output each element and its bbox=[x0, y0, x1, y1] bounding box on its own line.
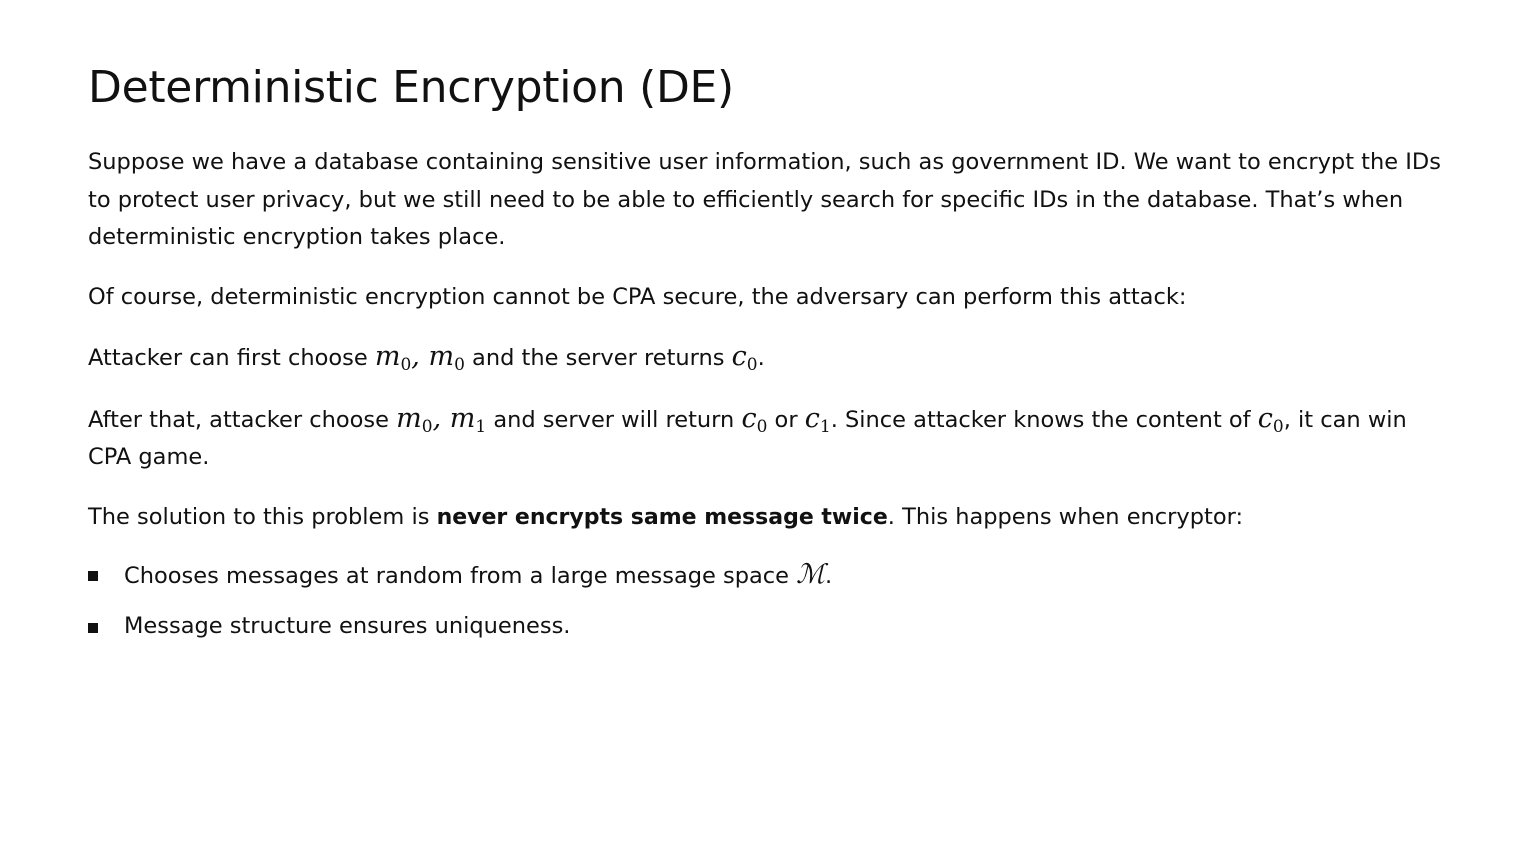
intro-paragraph: Suppose we have a database containing sensitive user information, such as government ID. We want to encrypt the IDs to protect user privacy, but we still need to be able to efficiently search for specific IDs in the database. That’s when deterministic encryption takes place. bbox=[88, 149, 1441, 250]
math-message-space: ℳ bbox=[796, 559, 826, 590]
text-span: . Since attacker knows the content of bbox=[830, 406, 1258, 433]
text-span: . bbox=[757, 345, 765, 371]
math-c1: $c_1$ bbox=[804, 402, 831, 437]
emphasis-text: never encrypts same message twice bbox=[436, 504, 888, 530]
text-span: and the server returns bbox=[464, 345, 732, 371]
math-c0: $c_0$ bbox=[731, 341, 758, 375]
list-item bbox=[88, 556, 1444, 596]
attack-step-1-paragraph bbox=[88, 338, 1444, 378]
math-m0: $m_0$ bbox=[374, 341, 412, 375]
text-span: . bbox=[825, 563, 833, 589]
text-span: Chooses messages at random from a large message space bbox=[124, 563, 797, 589]
list-item bbox=[88, 608, 1444, 646]
page-title: Deterministic Encryption (DE) bbox=[88, 62, 734, 113]
math-m1: $m_1$ bbox=[449, 402, 487, 437]
text-span: and server will return bbox=[486, 406, 742, 433]
bullet-list bbox=[88, 556, 1444, 645]
text-span: Message structure ensures uniqueness. bbox=[124, 612, 571, 639]
attack-step-2-paragraph bbox=[88, 400, 1444, 477]
math-comma: , bbox=[432, 402, 450, 434]
cpa-paragraph: Of course, deterministic encryption cannot be CPA secure, the adversary can perform this attack: bbox=[88, 283, 1187, 310]
text-span: or bbox=[767, 406, 805, 433]
math-comma: , bbox=[411, 341, 429, 372]
math-c0-second: $c_0$ bbox=[1257, 402, 1284, 437]
solution-paragraph bbox=[88, 499, 1444, 537]
math-c0: $c_0$ bbox=[741, 402, 768, 437]
square-bullet-icon bbox=[88, 623, 98, 633]
square-bullet-icon bbox=[88, 571, 98, 581]
math-m0: $m_0$ bbox=[396, 402, 433, 437]
math-m0-second: $m_0$ bbox=[428, 341, 465, 375]
text-span: After that, attacker choose bbox=[88, 406, 397, 433]
slide bbox=[88, 58, 1444, 657]
text-span: The solution to this problem is bbox=[88, 503, 437, 530]
text-span: , it can win CPA game. bbox=[88, 406, 1407, 470]
text-span: Attacker can first choose bbox=[88, 345, 375, 371]
text-span: . This happens when encryptor: bbox=[887, 503, 1244, 530]
